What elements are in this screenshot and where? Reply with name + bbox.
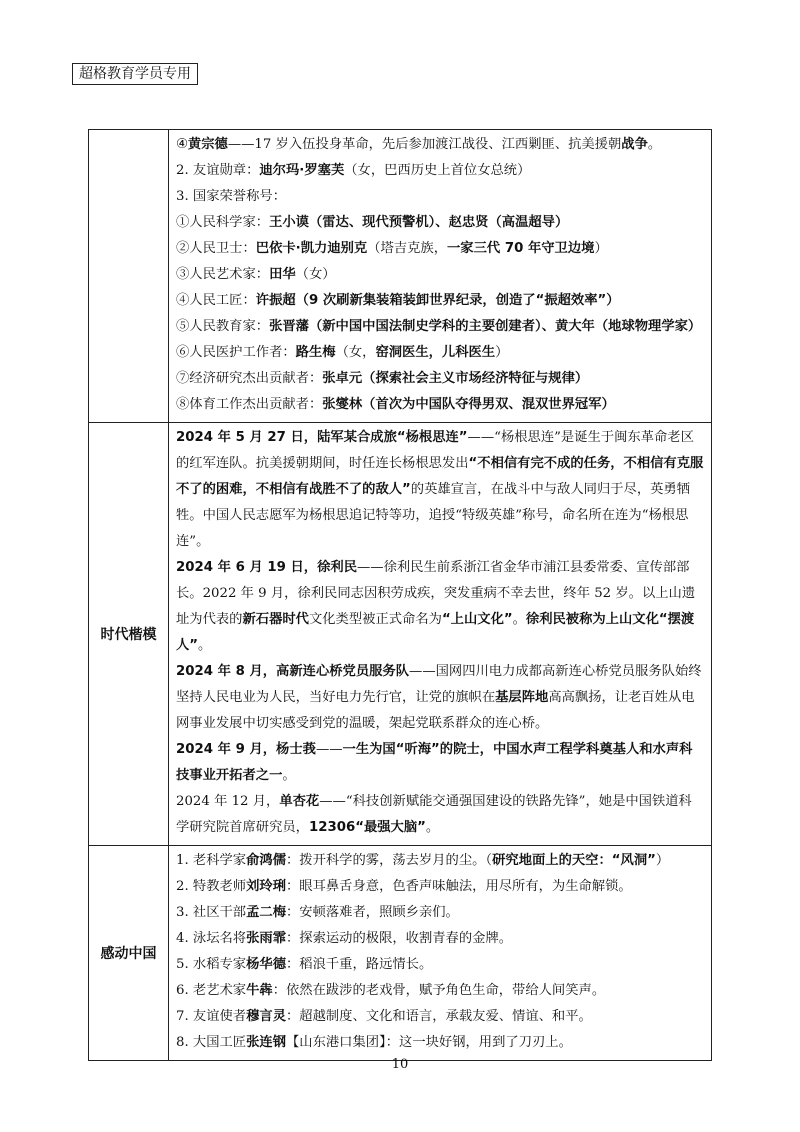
- model-paragraph: 2024 年 12 月，单杏花——“科技创新赋能交通强国建设的铁路先锋”，她是中国铁道科学研究院首席研究员，12306“最强大脑”。: [176, 794, 692, 835]
- honoree-name: 俞鸿儒: [246, 853, 286, 868]
- touching-china-list: [176, 848, 704, 1056]
- honor-line: ④人民工匠：许振超（9 次刷新集装箱装卸世界纪录，创造了“振超效率”）: [176, 293, 620, 308]
- honor-line: ②人民卫士：巴依卡·凯力迪别克（塔吉克族，一家三代 70 年守卫边境）: [176, 241, 608, 256]
- honor-line: ⑥人民医护工作者：路生梅（女，窑洞医生，儿科医生）: [176, 345, 509, 360]
- table-row: [89, 846, 712, 1061]
- honor-line: ⑦经济研究杰出贡献者：张卓元（探索社会主义市场经济特征与规律）: [176, 371, 589, 386]
- page-number: 10: [391, 1057, 409, 1072]
- honoree-name: 孟二梅: [246, 905, 286, 920]
- honor-line: ⑧体育工作杰出贡献者：张燮林（首次为中国队夺得男双、混双世界冠军）: [176, 397, 615, 412]
- category-cell: 感动中国: [89, 846, 169, 1061]
- list-item: 5. 水稻专家杨华德：稻浪千重，路远情长。: [176, 957, 433, 972]
- honor-line: 3. 国家荣誉称号：: [176, 189, 286, 204]
- content-table: [88, 129, 712, 1061]
- list-item: 6. 老艺术家牛犇：依然在跋涉的老戏骨，赋予角色生命，带给人间笑声。: [176, 983, 606, 998]
- table-row: [89, 423, 712, 846]
- category-cell: 时代楷模: [89, 423, 169, 846]
- model-paragraph: 2024 年 8 月，高新连心桥党员服务队——国网四川电力成都高新连心桥党员服务队始终坚持人民电业为人民，当好电力先行官，让党的旗帜在基层阵地高高飘扬，让老百姓从电网事业发展中切实感受到党的温暖，架起党联系群众的连心桥。: [176, 664, 702, 731]
- honor-line: ④黄宗德——17 岁入伍投身革命，先后参加渡江战役、江西剿匪、抗美援朝战争。: [176, 137, 662, 152]
- honoree-name: 张雨霏: [246, 931, 286, 946]
- list-item: 7. 友谊使者穆言灵：超越制度、文化和语言，承载友爱、情谊、和平。: [176, 1009, 592, 1024]
- honoree-name: 牛犇: [246, 983, 273, 998]
- list-item: 4. 泳坛名将张雨霏：探索运动的极限，收割青春的金牌。: [176, 931, 513, 946]
- table-row: [89, 130, 712, 423]
- honoree-name: 杨华德: [246, 957, 286, 972]
- honor-line: ⑤人民教育家：张晋藩（新中国中国法制史学科的主要创建者）、黄大年（地球物理学家）: [176, 319, 702, 334]
- honoree-name: 穆言灵: [246, 1009, 286, 1024]
- list-item: 2. 特教老师刘玲琍：眼耳鼻舌身意，色香声味触法，用尽所有，为生命解锁。: [176, 879, 632, 894]
- category-cell: [89, 130, 169, 423]
- header-label: 超格教育学员专用: [72, 63, 198, 85]
- model-paragraph: 2024 年 9 月，杨士莪——一生为国“听海”的院士，中国水声工程学科奠基人和水声科技事业开拓者之一。: [176, 742, 693, 783]
- touching-china-cell: [169, 846, 712, 1061]
- model-paragraph: 2024 年 6 月 19 日，徐利民——徐利民生前系浙江省金华市浦江县委常委、宣传部部长。2022 年 9 月，徐利民同志因积劳成疾，突发重病不幸去世，终年 52 岁。以上山遗址为代表的新石器时代文化类型被正式命名为“上山文化”。徐利民被称为上山文化“摆渡人”。: [176, 560, 696, 653]
- honor-line: ①人民科学家：王小谟（雷达、现代预警机）、赵忠贤（高温超导）: [176, 215, 569, 230]
- list-item: 1. 老科学家俞鸿儒：拨开科学的雾，荡去岁月的尘。（研究地面上的天空：“风洞”）: [176, 853, 670, 868]
- honoree-name: 刘玲琍: [246, 879, 286, 894]
- honor-line: ③人民艺术家：田华（女）: [176, 267, 336, 282]
- honoree-name: 张连钢: [246, 1035, 286, 1050]
- list-item: 8. 大国工匠张连钢【山东港口集团】：这一块好钢，用到了刀刃上。: [176, 1035, 572, 1050]
- model-paragraph: 2024 年 5 月 27 日，陆军某合成旅“杨根思连”——“杨根思连”是诞生于闽东革命老区的红军连队。抗美援朝期间，时任连长杨根思发出“不相信有完不成的任务，不相信有克服不了的困难，不相信有战胜不了的敌人”的英雄宣言，在战斗中与敌人同归于尽，英勇牺牲。中国人民志愿军为杨根思追记特等功，追授“特级英雄”称号，命名所在连为“杨根思连”。: [176, 430, 704, 549]
- models-cell: [169, 423, 712, 846]
- honors-cell: [169, 130, 712, 423]
- honor-line: 2. 友谊勋章：迪尔玛·罗塞芙（女，巴西历史上首位女总统）: [176, 163, 531, 178]
- honors-list: [176, 132, 704, 418]
- list-item: 3. 社区干部孟二梅：安顿落难者，照顾乡亲们。: [176, 905, 459, 920]
